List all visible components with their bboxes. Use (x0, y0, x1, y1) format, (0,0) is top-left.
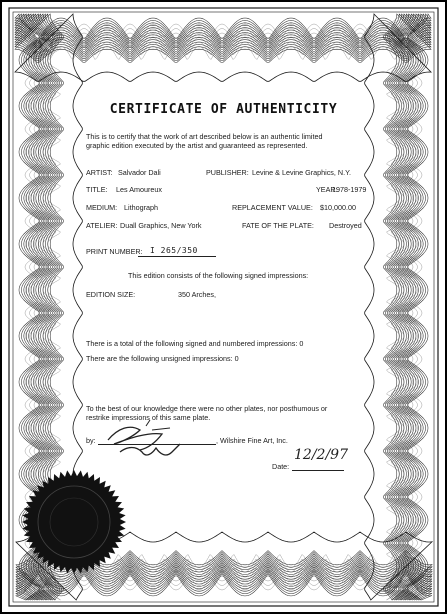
medium-label: MEDIUM: (86, 203, 118, 212)
unsigned-line: There are the following unsigned impressions: 0 (86, 354, 239, 363)
knowledge-line-2: restrike impressions of this same plate. (86, 413, 211, 422)
atelier-value: Duall Graphics, New York (120, 221, 202, 230)
replacement-value: $10,000.00 (320, 203, 356, 212)
print-number-underline (138, 256, 216, 257)
signed-numbered-line: There is a total of the following signed and numbered impressions: 0 (86, 339, 304, 348)
edition-intro: This edition consists of the following signed impressions: (128, 271, 309, 280)
embossed-seal (20, 468, 128, 576)
medium-value: Lithograph (124, 203, 158, 212)
title-label: TITLE: (86, 185, 108, 194)
knowledge-line-1: To the best of our knowledge there were no other plates, nor posthumous or (86, 404, 328, 413)
atelier-label: ATELIER: (86, 221, 118, 230)
print-number-label: PRINT NUMBER: (86, 247, 143, 256)
edition-size-value: 350 Arches, (178, 290, 216, 299)
date-underline (292, 470, 344, 471)
by-label: by: (86, 436, 96, 445)
intro-line-2: graphic edition executed by the artist and guaranteed as represented. (86, 141, 308, 150)
year-value: 1978-1979 (332, 185, 367, 194)
intro-line-1: This is to certify that the work of art described below is an authentic limited (86, 132, 323, 141)
signer-company: , Wilshire Fine Art, Inc. (216, 436, 288, 445)
date-value: 12/2/97 (294, 447, 348, 463)
publisher-label: PUBLISHER: (206, 168, 249, 177)
edition-size-label: EDITION SIZE: (86, 290, 136, 299)
replacement-value-label: REPLACEMENT VALUE: (232, 203, 313, 212)
certificate-title: CERTIFICATE OF AUTHENTICITY (109, 102, 338, 117)
print-number-value: I 265/350 (150, 246, 198, 255)
handwritten-signature (100, 418, 190, 466)
artist-value: Salvador Dali (118, 168, 161, 177)
publisher-value: Levine & Levine Graphics, N.Y. (252, 168, 351, 177)
date-label: Date: (272, 462, 290, 471)
artist-label: ARTIST: (86, 168, 113, 177)
fate-of-plate-value: Destroyed (329, 221, 362, 230)
title-value: Les Amoureux (116, 185, 162, 194)
fate-of-plate-label: FATE OF THE PLATE: (242, 221, 314, 230)
year-label: YEAR: (316, 185, 338, 194)
